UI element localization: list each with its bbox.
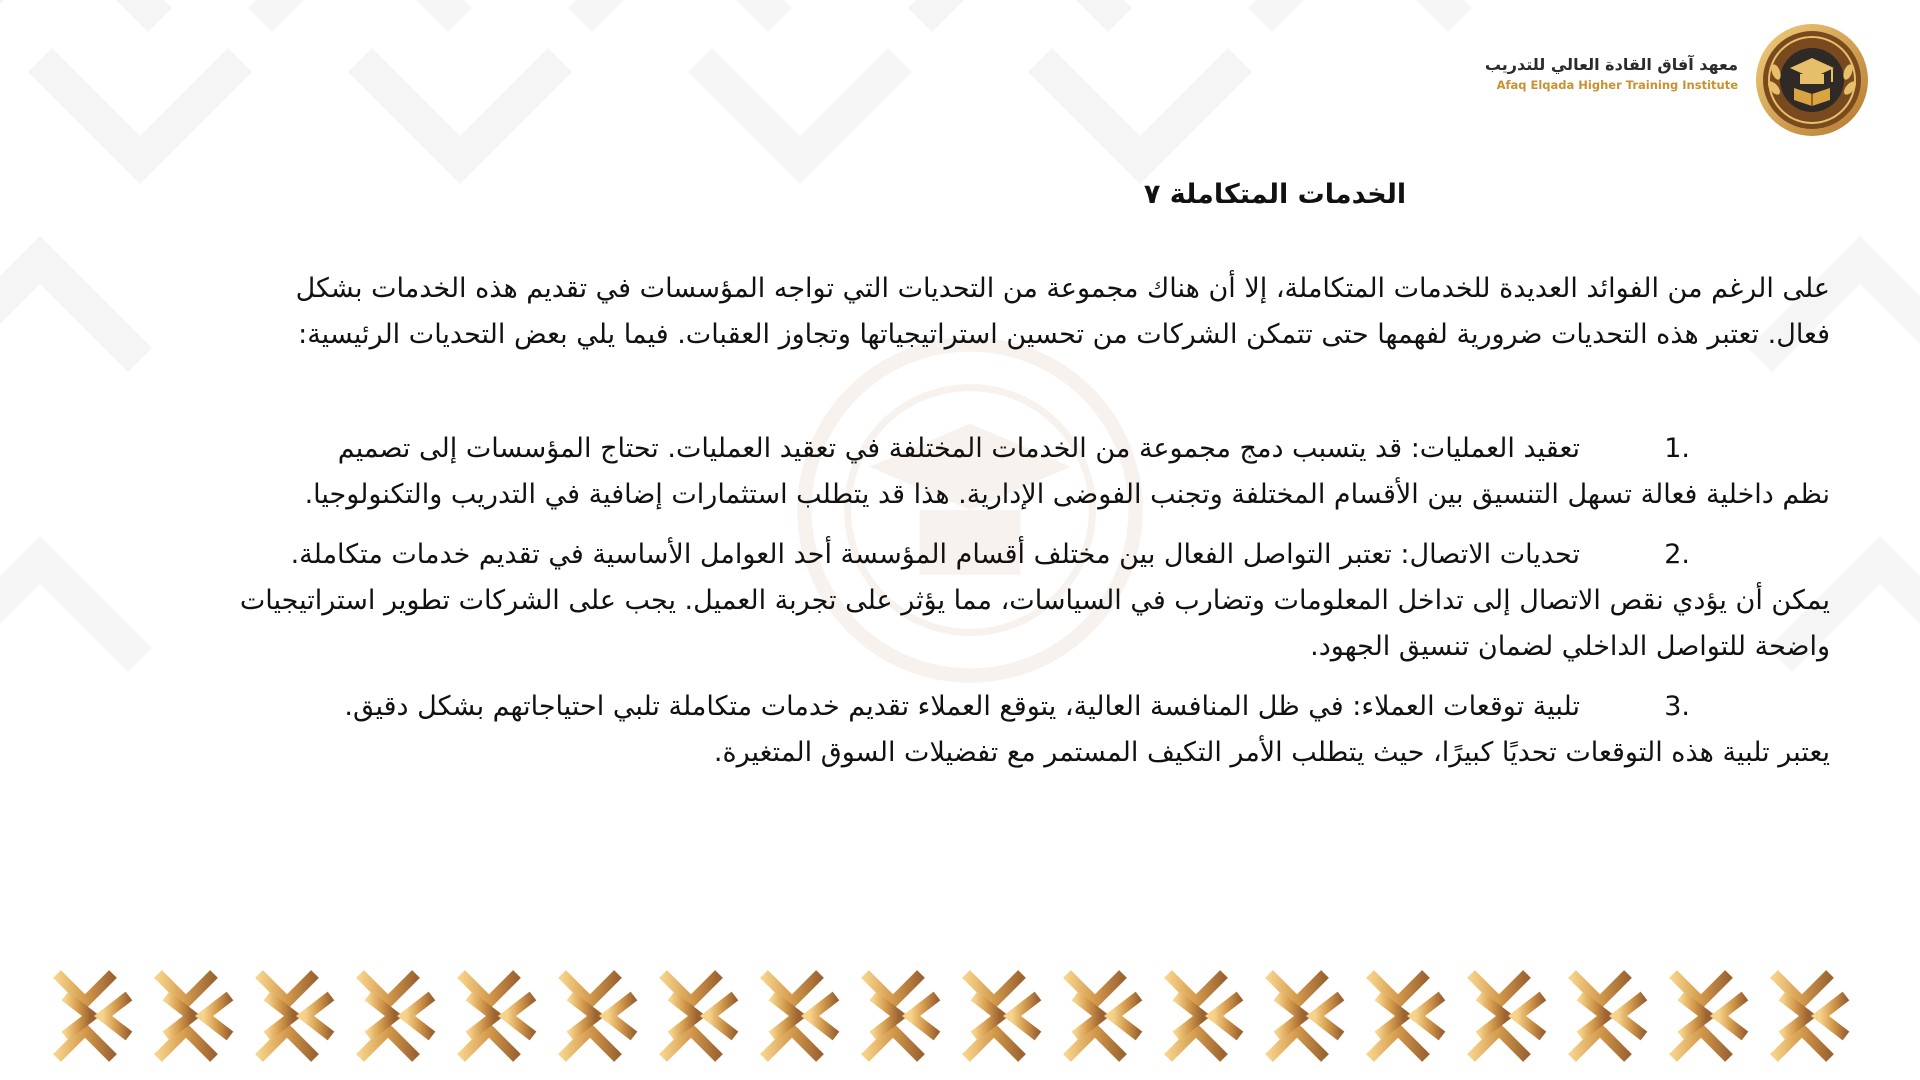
footer-x-motif bbox=[865, 974, 937, 1058]
list-item bbox=[70, 426, 1830, 518]
footer-x-motif bbox=[1269, 974, 1341, 1058]
intro-line: فعال. تعتبر هذه التحديات ضرورية لفهمها حتى تتمكن الشركات من تحسين استراتيجياتها وتجاوز العقبات. فيما يلي بعض التحديات الرئيسية: bbox=[298, 319, 1830, 350]
list-item-first-line bbox=[70, 684, 1830, 730]
list-item-text: تعقيد العمليات: قد يتسبب دمج مجموعة من الخدمات المختلفة في تعقيد العمليات. تحتاج المؤسسات إلى تصميم bbox=[337, 433, 1580, 464]
list-number: 3. bbox=[1664, 691, 1690, 722]
list-number: 1. bbox=[1664, 433, 1690, 464]
intro-paragraph bbox=[70, 266, 1850, 358]
footer-x-motif bbox=[663, 974, 735, 1058]
footer-x-motif bbox=[1471, 974, 1543, 1058]
list-item-text: يعتبر تلبية هذه التوقعات تحديًا كبيرًا، حيث يتطلب الأمر التكيف المستمر مع تفضيلات السوق المتغيرة. bbox=[713, 737, 1830, 768]
intro-line: على الرغم من الفوائد العديدة للخدمات المتكاملة، إلا أن هناك مجموعة من التحديات التي تواجه المؤسسات في تقديم هذه الخدمات بشكل bbox=[295, 273, 1830, 304]
footer-x-motif bbox=[1168, 974, 1240, 1058]
list-item bbox=[70, 684, 1830, 776]
footer-x-motif bbox=[1673, 974, 1745, 1058]
list-item-text: تلبية توقعات العملاء: في ظل المنافسة العالية، يتوقع العملاء تقديم خدمات متكاملة تلبي احتياجاتهم بشكل دقيق. bbox=[344, 691, 1580, 722]
list-item bbox=[70, 532, 1830, 670]
footer-x-motif bbox=[1774, 974, 1846, 1058]
list-item-text: تحديات الاتصال: تعتبر التواصل الفعال بين مختلف أقسام المؤسسة أحد العوامل الأساسية في تقديم خدمات متكاملة. bbox=[290, 539, 1580, 570]
footer-x-motif bbox=[1067, 974, 1139, 1058]
logo-name-english: Afaq Elqada Higher Training Institute bbox=[1496, 78, 1738, 92]
list-number: 2. bbox=[1664, 539, 1690, 570]
footer-x-motif bbox=[259, 974, 331, 1058]
challenges-list bbox=[70, 426, 1850, 776]
page-title: الخدمات المتكاملة ٧ bbox=[1143, 179, 1407, 210]
institute-logo bbox=[1470, 22, 1870, 140]
list-item-text: يمكن أن يؤدي نقص الاتصال إلى تداخل المعلومات وتضارب في السياسات، مما يؤثر على تجربة العميل. يجب على الشركات تطوير استراتيجيات bbox=[239, 585, 1830, 616]
footer-x-motif bbox=[57, 974, 129, 1058]
footer-x-motif bbox=[158, 974, 230, 1058]
graduation-cap-emblem-icon bbox=[1754, 22, 1870, 138]
footer-x-motif bbox=[360, 974, 432, 1058]
footer-x-motif bbox=[1572, 974, 1644, 1058]
list-item-first-line bbox=[70, 532, 1830, 578]
document-body bbox=[70, 170, 1850, 790]
footer-chevron-pattern bbox=[50, 966, 1880, 1066]
footer-x-motif bbox=[1370, 974, 1442, 1058]
list-item-text: نظم داخلية فعالة تسهل التنسيق بين الأقسام المختلفة وتجنب الفوضى الإدارية. هذا قد يتطلب استثمارات إضافية في التدريب والتكنولوجيا. bbox=[304, 479, 1830, 510]
list-item-first-line bbox=[70, 426, 1830, 472]
list-item-text: واضحة للتواصل الداخلي لضمان تنسيق الجهود. bbox=[1310, 631, 1830, 662]
logo-name-arabic: معهد آفاق القادة العالي للتدريب bbox=[1484, 55, 1738, 74]
footer-x-motif bbox=[764, 974, 836, 1058]
footer-x-motif bbox=[461, 974, 533, 1058]
footer-x-motif bbox=[562, 974, 634, 1058]
footer-x-motif bbox=[966, 974, 1038, 1058]
